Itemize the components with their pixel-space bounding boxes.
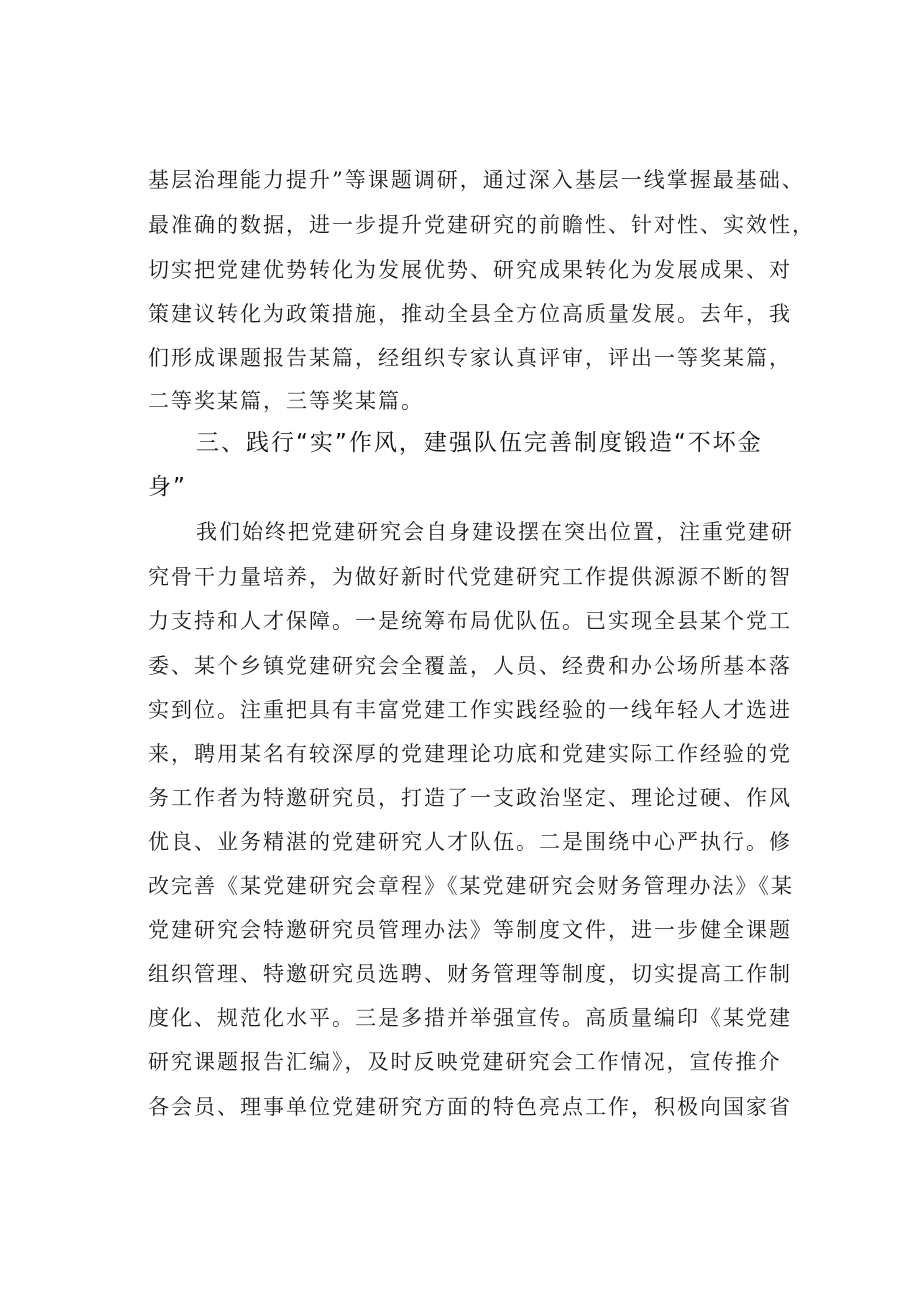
paragraph-2-line: 究骨干力量培养，为做好新时代党建研究工作提供源源不断的智: [148, 565, 792, 589]
paragraph-2-line: 度化、规范化水平。三是多措并举强宣传。高质量编印《某党建: [148, 1006, 792, 1030]
paragraph-1-line: 二等奖某篇，三等奖某篇。: [148, 389, 424, 413]
paragraph-2-line: 来，聘用某名有较深厚的党建理论功底和党建实际工作经验的党: [148, 742, 792, 766]
paragraph-2-line: 研究课题报告汇编》，及时反映党建研究会工作情况，宣传推介: [148, 1050, 782, 1074]
paragraph-1-line: 基层治理能力提升”等课题调研，通过深入基层一线掌握最基础、: [148, 168, 805, 192]
paragraph-1-line: 策建议转化为政策措施，推动全县全方位高质量发展。去年，我: [148, 302, 792, 326]
section-heading-line: 身”: [148, 474, 187, 500]
paragraph-2-line: 优良、业务精湛的党建研究人才队伍。二是围绕中心严执行。修: [148, 830, 792, 854]
paragraph-2-line: 党建研究会特邀研究员管理办法》等制度文件，进一步健全课题: [148, 918, 792, 942]
section-heading-line: 三、践行“实”作风，建强队伍完善制度锻造“不坏金: [196, 430, 763, 456]
paragraph-2-line: 我们始终把党建研究会自身建设摆在突出位置，注重党建研: [196, 520, 794, 544]
paragraph-2-line: 实到位。注重把具有丰富党建工作实践经验的一线年轻人才选进: [148, 698, 792, 722]
paragraph-2-line: 各会员、理事单位党建研究方面的特色亮点工作，积极向国家省: [148, 1095, 792, 1119]
paragraph-1-line: 切实把党建优势转化为发展优势、研究成果转化为发展成果、对: [148, 258, 792, 282]
paragraph-2-line: 务工作者为特邀研究员，打造了一支政治坚定、理论过硬、作风: [148, 786, 792, 810]
paragraph-1-line: 最准确的数据，进一步提升党建研究的前瞻性、针对性、实效性，: [148, 213, 815, 237]
paragraph-2-line: 改完善《某党建研究会章程》《某党建研究会财务管理办法》《某: [148, 874, 794, 898]
paragraph-2-line: 力支持和人才保障。一是统筹布局优队伍。已实现全县某个党工: [148, 609, 792, 633]
paragraph-2-line: 委、某个乡镇党建研究会全覆盖，人员、经费和办公场所基本落: [148, 654, 792, 678]
paragraph-1-line: 们形成课题报告某篇，经组织专家认真评审，评出一等奖某篇，: [148, 346, 792, 370]
paragraph-2-line: 组织管理、特邀研究员选聘、财务管理等制度，切实提高工作制: [148, 962, 792, 986]
